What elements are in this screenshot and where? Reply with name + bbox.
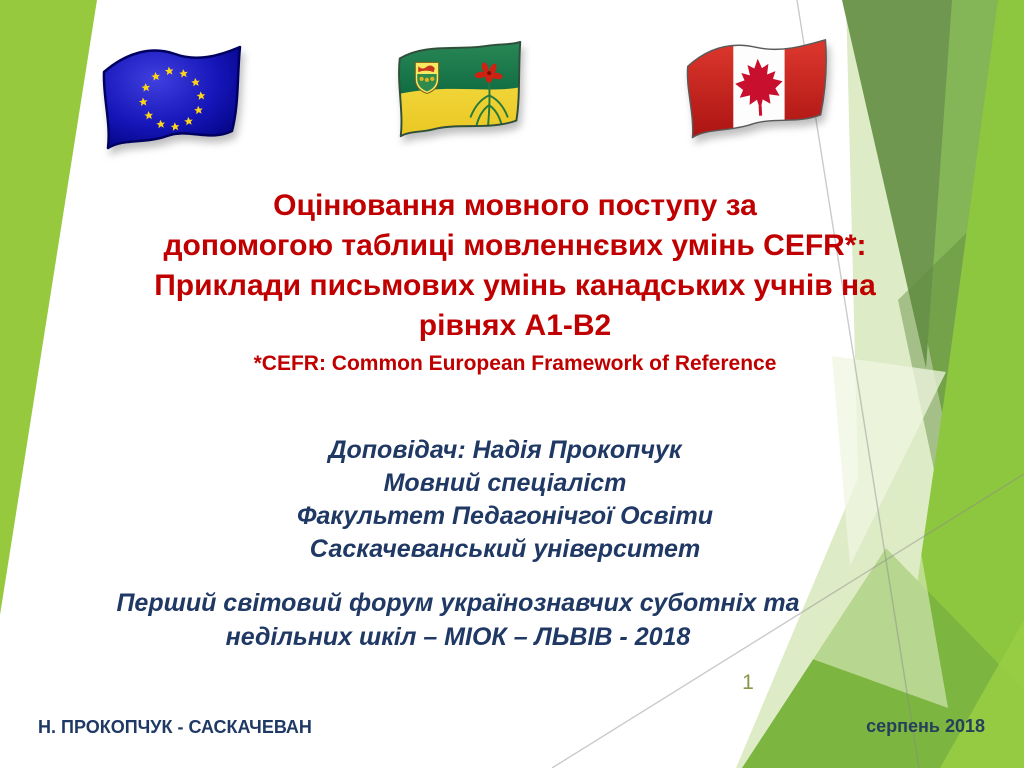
title-cefr-note: *CEFR: Common European Framework of Reference — [253, 352, 777, 375]
slide-title — [60, 186, 970, 380]
canada-flag-icon — [682, 33, 834, 151]
eu-flag-icon — [97, 42, 247, 154]
footer-date: серпень 2018 — [866, 716, 985, 736]
title-line-4: рівнях А1-В2 — [418, 309, 612, 342]
saskatchewan-flag-icon — [392, 37, 528, 146]
title-line-3: Приклади письмових умінь канадських учнів на — [154, 269, 876, 302]
speaker-line-2: Мовний спеціаліст — [383, 469, 627, 497]
footer-author: Н. ПРОКОПЧУК - САСКАЧЕВАН — [38, 717, 312, 737]
speaker-line-1: Доповідач: Надія Прокопчук — [328, 436, 682, 464]
forum-line-1: Перший світовий форум українознавчих суботніх та — [116, 589, 800, 617]
speaker-block — [50, 434, 960, 566]
forum-line-2: недільних шкіл – МІОК – ЛЬВІВ - 2018 — [225, 623, 691, 651]
title-line-2: допомогою таблиці мовленнєвих умінь CEFR*: — [163, 229, 867, 262]
speaker-line-4: Саскачеванський університет — [309, 535, 701, 563]
speaker-line-3: Факультет Педагонічгої Освіти — [297, 502, 713, 530]
sk-shield — [415, 62, 438, 93]
forum-block — [0, 586, 916, 654]
title-line-1: Оцінювання мовного поступу за — [273, 189, 757, 222]
page-number: 1 — [742, 671, 754, 694]
